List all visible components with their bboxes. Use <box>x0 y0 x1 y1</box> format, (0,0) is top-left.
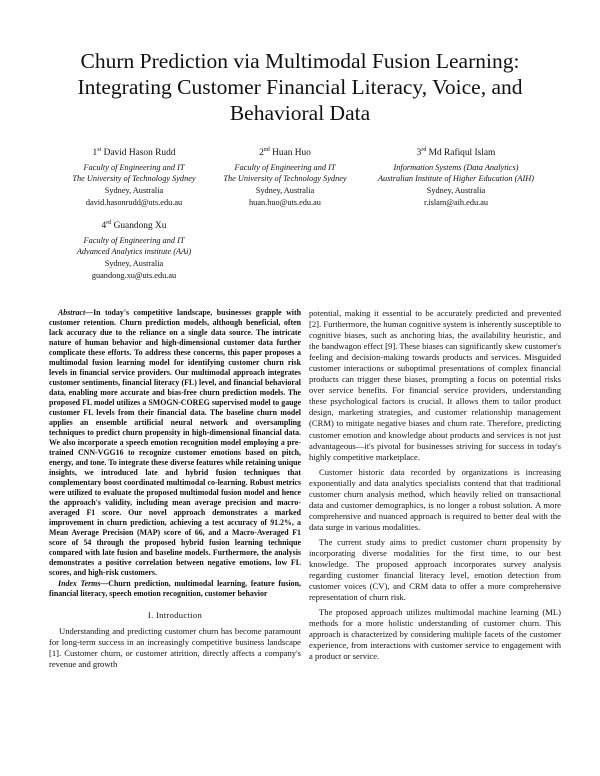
author-block-1 <box>48 145 220 208</box>
abstract-text: —In today's competitive landscape, businesses grapple with customer retention. Churn prediction models, although beneficial, often lack accuracy due to the reliance on a single data source. The intricate nature of human behavior and high-dimensional customer data further complicate these efforts. To address these concerns, this paper proposes a multimodal fusion learning model for identifying customer churn risk levels in financial service providers. Our multimodal approach integrates customer sentiments, financial literacy (FL) level, and financial behavioral data, enabling more accurate and bias-free churn prediction models. The proposed FL model utilizes a SMOGN-COREG supervised model to gauge customer FL levels from their financial data. The baseline churn model applies an ensemble artificial neural network and oversampling techniques to predict churn propensity in high-dimensional financial data. We also incorporate a speech emotion recognition model employing a pre-trained CNN-VGG16 to recognize customer emotions based on pitch, energy, and tone. To integrate these diverse features while retaining unique insights, we introduced late and hybrid fusion techniques that complementary boost coordinated multimodal co-learning. Robust metrics were utilized to evaluate the proposed multimodal fusion model and hence the approach's validity, including mean average precision and macro-averaged F1 score. Our novel approach demonstrates a marked improvement in churn prediction, achieving a test accuracy of 91.2%, a Mean Average Precision (MAP) score of 66, and a Macro-Averaged F1 score of 54 through the proposed hybrid fusion learning technique compared with late fusion and baseline models. Furthermore, the analysis demonstrates a positive correlation between negative emotions, low FL scores, and high-risk customers. <box>49 308 301 577</box>
author-email[interactable]: david.hasonrudd@uts.edu.au <box>85 197 183 207</box>
author-affiliation-dept: Faculty of Engineering and IT <box>234 162 336 172</box>
author-name: 3rd Md Rafiqul Islam <box>416 147 496 159</box>
author-location: Sydney, Australia <box>104 185 164 195</box>
section-heading: I. Introduction <box>147 610 203 620</box>
author-affiliation-dept: Faculty of Engineering and IT <box>83 162 185 172</box>
author-affiliation-inst: The University of Technology Sydney <box>223 174 347 184</box>
author-email[interactable]: r.islam@aih.edu.au <box>423 197 489 207</box>
abstract-label: Abstract <box>58 308 86 317</box>
author-block-2 <box>206 145 364 208</box>
author-location: Sydney, Australia <box>255 185 315 195</box>
index-terms-text: —Churn prediction, multimodal learning, feature fusion, financial literacy, speech emotion recognition, customer behavior <box>49 579 301 598</box>
body-paragraph: The current study aims to predict customer churn propensity by incorporating diverse modalities for the first time, to our best knowledge. The proposed approach incorporates survey analysis regarding customer financial literacy level, emotion detection from customer voices (CV), and CRM data to offer a more comprehensive representation of churn risk. <box>309 536 561 603</box>
title-line-2: Integrating Customer Financial Literacy, Voice, and <box>77 75 523 99</box>
body-paragraph: potential, making it essential to be accurately predicted and prevented [2]. Furthermore, the human cognitive system is inherently susceptible to cognitive biases, such as anchoring bias, the availability heuristic, and the bandwagon effect [9]. These biases can significantly skew customer's feeling and decision-making towards products and services. Misguided customer interactions or suboptimal presentations of complex financial products can trigger these biases, prompting a focus on potential risks over service benefits. For financial service providers, understanding these psychological factors is crucial. It allows them to tailor product design, marketing strategies, and customer relationship management (CRM) to mitigate negative biases and churn rate. Therefore, predicting customer emotion and knowledge about products and services is not just advantageous—it's pivotal for businesses striving for success in today's highly competitive marketplace. <box>309 308 561 462</box>
author-name: 4rd Guandong Xu <box>101 220 167 232</box>
index-terms-label: Index Terms <box>58 579 101 588</box>
author-affiliation-inst: The University of Technology Sydney <box>72 174 196 184</box>
body-paragraph: Customer historic data recorded by organizations is increasing exponentially and data analytics specialists contend that that traditional customer churn analysis method, which heavily relied on transactional data and customer demographics, is no longer a robust solution. A more comprehensive and nuanced approach is required to better deal with the data surge in various modalities. <box>309 466 561 532</box>
title-line-3: Behavioral Data <box>229 101 371 125</box>
paper-title <box>40 48 560 126</box>
author-email[interactable]: guandong.xu@uts.edu.au <box>91 270 177 280</box>
index-terms <box>49 579 301 599</box>
author-affiliation-inst: Advanced Analytics institute (AAi) <box>76 247 192 257</box>
author-affiliation-inst: Australian Institute of Higher Education (AIH) <box>377 174 534 184</box>
author-name: 2nd Huan Huo <box>259 147 311 159</box>
title-line-1: Churn Prediction via Multimodal Fusion Learning: <box>80 49 520 73</box>
author-name: 1st David Hason Rudd <box>92 147 176 159</box>
author-email[interactable]: huan.huo@uts.edu.au <box>249 197 321 207</box>
author-block-4 <box>48 218 220 281</box>
left-column <box>49 308 301 670</box>
author-affiliation-dept: Faculty of Engineering and IT <box>83 235 185 245</box>
body-paragraph: Understanding and predicting customer churn has become paramount for long-term success in an increasingly competitive business landscape [1]. Customer churn, or customer attrition, directly affects a company's revenue and growth <box>49 626 301 670</box>
right-column <box>309 308 561 662</box>
author-affiliation-dept: Information Systems (Data Analytics) <box>393 162 519 172</box>
author-location: Sydney, Australia <box>104 258 164 268</box>
abstract <box>49 308 301 578</box>
author-location: Sydney, Australia <box>426 185 486 195</box>
author-block-3 <box>356 145 556 208</box>
body-paragraph: The proposed approach utilizes multimodal machine learning (ML) methods for a more holistic understanding of customer churn. This approach is characterized by considering multiple facets of the customer experience, from interactions with customer service to engagement with a product or service. <box>309 607 561 662</box>
